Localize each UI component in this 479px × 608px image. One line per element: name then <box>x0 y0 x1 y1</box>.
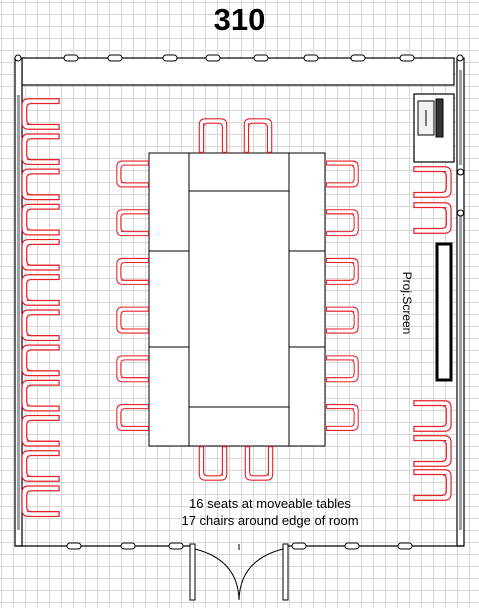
chair-table-left <box>117 356 149 382</box>
chair-left-wall <box>22 416 59 446</box>
projection-screen <box>437 244 451 380</box>
chair-left-wall <box>22 134 59 164</box>
light-fixture <box>254 55 268 61</box>
light-fixture <box>292 543 306 549</box>
light-fixture <box>163 55 177 61</box>
chair-table-right <box>327 258 359 284</box>
caption-table-seats: 16 seats at moveable tables <box>189 496 351 511</box>
chair-left-wall <box>22 310 59 340</box>
chair-table-right <box>327 405 359 431</box>
chair-table-top <box>199 119 226 152</box>
chair-table-top <box>244 119 271 152</box>
chair-right-wall <box>414 203 451 233</box>
chair-table-right <box>327 356 359 382</box>
chair-table-bottom <box>245 447 272 480</box>
door-swing-left <box>195 549 239 600</box>
light-fixture <box>345 543 359 549</box>
top-wall <box>22 58 454 85</box>
chair-table-right <box>327 161 359 187</box>
wall-post <box>458 210 464 216</box>
light-fixture <box>121 543 135 549</box>
door-jamb-left <box>190 544 195 600</box>
light-fixture <box>400 55 414 61</box>
light-fixture <box>398 543 412 549</box>
chair-table-left <box>117 258 149 284</box>
chair-right-wall <box>414 401 451 431</box>
chair-right-wall <box>414 167 451 197</box>
chair-left-wall <box>22 169 59 199</box>
wall-post <box>458 169 464 175</box>
light-fixture <box>108 55 122 61</box>
wall-post <box>15 55 21 61</box>
conference-tables <box>149 153 325 446</box>
chair-left-wall <box>22 451 59 481</box>
projection-screen-label: Proj.Screen <box>400 271 414 335</box>
keyboard-icon <box>436 99 443 137</box>
chair-right-wall <box>414 436 451 466</box>
double-door <box>190 544 288 600</box>
chair-left-wall <box>22 99 59 129</box>
chair-left-wall <box>22 486 59 516</box>
lectern-computer <box>414 94 454 162</box>
light-fixture <box>169 543 183 549</box>
chair-table-left <box>117 405 149 431</box>
light-fixture <box>64 55 78 61</box>
room-number-title: 310 <box>213 2 266 37</box>
light-fixture <box>304 55 318 61</box>
wall-post <box>457 55 463 61</box>
chair-table-left <box>117 210 149 236</box>
door-jamb-right <box>283 544 288 600</box>
chair-left-wall <box>22 204 59 234</box>
chair-table-right <box>327 307 359 333</box>
caption-edge-chairs: 17 chairs around edge of room <box>181 513 359 528</box>
chair-left-wall <box>22 275 59 305</box>
chair-left-wall <box>22 345 59 375</box>
light-fixture <box>351 55 365 61</box>
chair-table-right <box>327 210 359 236</box>
chair-left-wall <box>22 380 59 410</box>
chair-table-bottom <box>199 447 226 480</box>
light-fixture <box>206 55 220 61</box>
chair-table-left <box>117 161 149 187</box>
chair-table-left <box>117 307 149 333</box>
door-swing-right <box>239 549 283 600</box>
chair-left-wall <box>22 240 59 270</box>
light-fixture <box>67 543 81 549</box>
table-outer <box>149 153 325 446</box>
